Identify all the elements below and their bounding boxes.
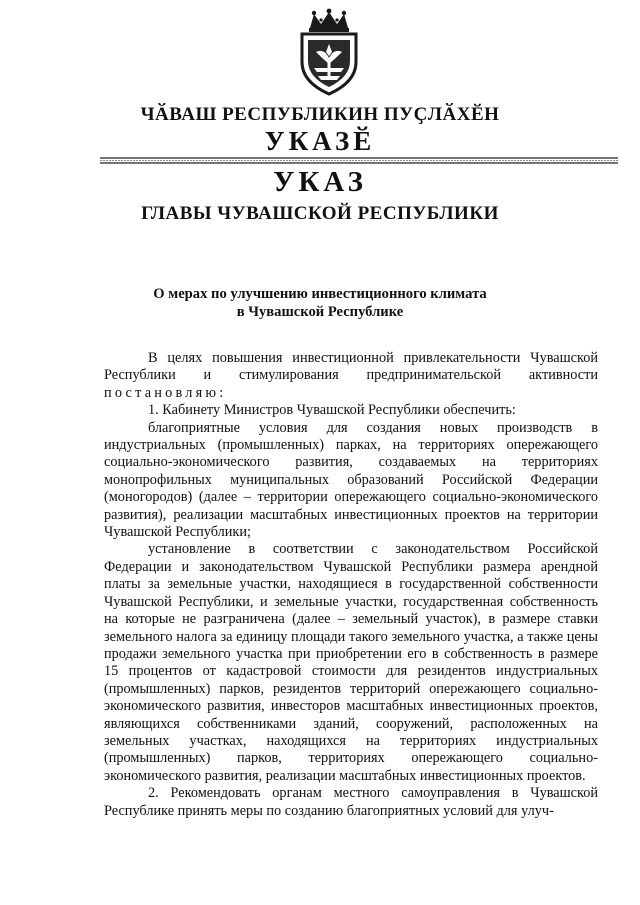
document-body bbox=[104, 350, 598, 820]
document-title-line-2: в Чувашской Республике bbox=[236, 304, 404, 320]
intro-paragraph bbox=[104, 350, 598, 402]
document-title-line-1: О мерах по улучшению инвестиционного климата bbox=[153, 286, 487, 302]
decree-word: постановляю: bbox=[104, 384, 227, 401]
paragraph-1-heading: 1. Кабинету Министров Чувашской Республики обеспечить: bbox=[148, 402, 516, 419]
paragraph-2: 2. Рекомендовать органам местного самоуправления в Чувашской Республике принять меры по созданию благоприятных условий для улуч- bbox=[104, 785, 598, 819]
document-title bbox=[0, 285, 640, 321]
paragraph-1-item-2: установление в соответствии с законодательством Российской Федерации и законодательством Чувашской Республики размера арендной платы за земельные участки, находящиеся в государственной собственности Чувашской Республики, и земельные участки, государственная собственность на которые не разграничена (далее – земельный участок), в размере ставки земельного налога за единицу площади такого земельного участка, а также цены продажи земельного участка при приобретении его в собственность в размере 15 процентов от кадастровой стоимости для резидентов индустриальных (промышленных) парков, резидентов территорий опережающего социально-экономического развития, инвесторов масштабных инвестиционных проектов, являющихся собственниками зданий, сооружений, расположенных на земельных участках, находящихся на территориях индустриальных (промышленных) парков, территориях опережающего социально-экономического развития, реализации масштабных инвестиционных проектов. bbox=[104, 541, 598, 784]
russian-header-subtitle: ГЛАВЫ ЧУВАШСКОЙ РЕСПУБЛИКИ bbox=[141, 203, 499, 224]
chuvash-ukaz-title: УКАЗӖ bbox=[264, 126, 376, 156]
russian-ukaz-title: УКАЗ bbox=[273, 166, 367, 198]
chuvash-header-title: ЧӐВАШ РЕСПУБЛИКИН ПУҪЛӐХӖН bbox=[140, 104, 500, 125]
paragraph-1-item-1: благоприятные условия для создания новых производств в индустриальных (промышленных) парках, на территориях опережающего социально-экономического развития, создаваемых на территориях монопрофильных муниципальных образований Российской Федерации (моногородов) (далее – территории опережающего социально-экономического развития), реализации масштабных инвестиционных проектов на территории Чувашской Республики; bbox=[104, 419, 598, 541]
chuvash-republic-emblem-icon bbox=[294, 8, 364, 96]
intro-text: В целях повышения инвестиционной привлекательности Чувашской Республики и стимулирования предпринимательской активности bbox=[104, 350, 598, 384]
header-divider bbox=[100, 157, 618, 164]
